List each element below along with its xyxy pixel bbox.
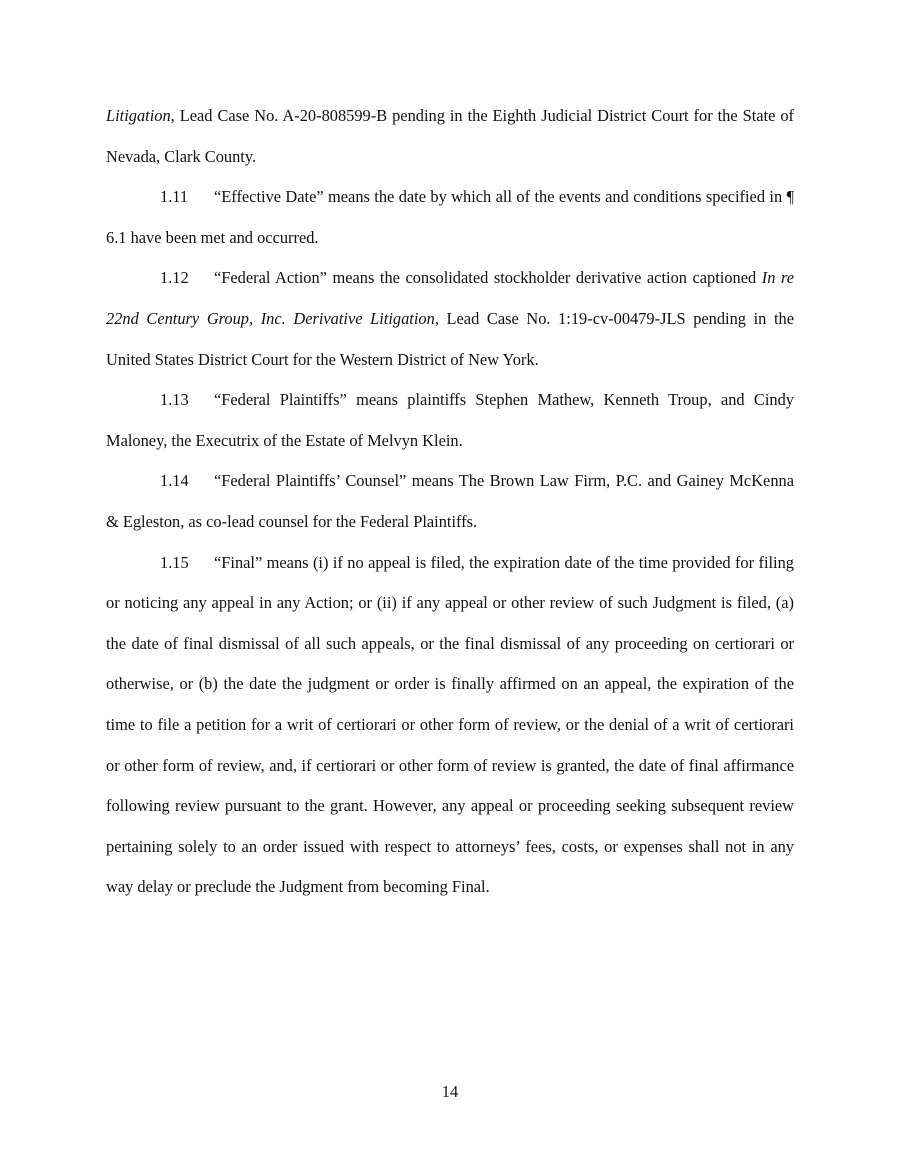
section-number: 1.13 [160,390,189,410]
section-1-13 [106,380,794,461]
paragraph-text: , Lead Case No. A-20-808599-B pending in the Eighth Judicial District Court for the State of Nevada, Clark County. [106,106,794,166]
page-number: 14 [441,1082,459,1101]
section-text: “Federal Plaintiffs” means plaintiffs Stephen Mathew, Kenneth Troup, and Cindy Maloney, the Executrix of the Estate of Melvyn Klein. [106,390,794,450]
section-number: 1.11 [160,187,189,207]
section-1-11 [106,177,794,258]
section-number: 1.15 [160,552,189,572]
section-1-15 [106,543,794,908]
section-number: 1.14 [160,471,189,491]
document-body [106,96,794,908]
section-text: “Federal Action” means the consolidated stockholder derivative action captioned [214,268,762,288]
section-text-continued: , Lead Case No. 1:19-cv-00479-JLS pending in the United States District Court for the Western District of New York. [106,308,794,369]
section-text: “Final” means (i) if no appeal is filed, the expiration date of the time provided for filing or noticing any appeal in any Action; or (ii) if any appeal or other review of such Judgment is filed, (a) the date of final dismissal of all such appeals, or the final dismissal of any proceeding on certiorari or otherwise, or (b) the date the judgment or order is finally affirmed on an appeal, the expiration of the time to file a petition for a writ of certiorari or other form of review, or the denial of a writ of certiorari or other form of review, and, if certiorari or other form of review is granted, the date of final affirmance following review pursuant to the grant. However, any appeal or proceeding seeking subsequent review pertaining solely to an order issued with respect to attorneys’ fees, costs, or expenses shall not in any way delay or preclude the Judgment from becoming Final. [106,552,794,897]
section-text: “Federal Plaintiffs’ Counsel” means The Brown Law Firm, P.C. and Gainey McKenna & Egleston, as co-lead counsel for the Federal Plaintiffs. [106,471,794,531]
section-1-14 [106,461,794,542]
section-text: “Effective Date” means the date by which all of the events and conditions specified in ¶ 6.1 have been met and occurred. [106,187,794,247]
continuation-paragraph [106,96,794,177]
case-name-italic: Litigation [106,106,171,125]
case-name-italic: In re 22nd Century Group, Inc. Derivative Litigation [106,268,794,328]
section-1-12 [106,258,794,380]
section-number: 1.12 [160,268,189,288]
